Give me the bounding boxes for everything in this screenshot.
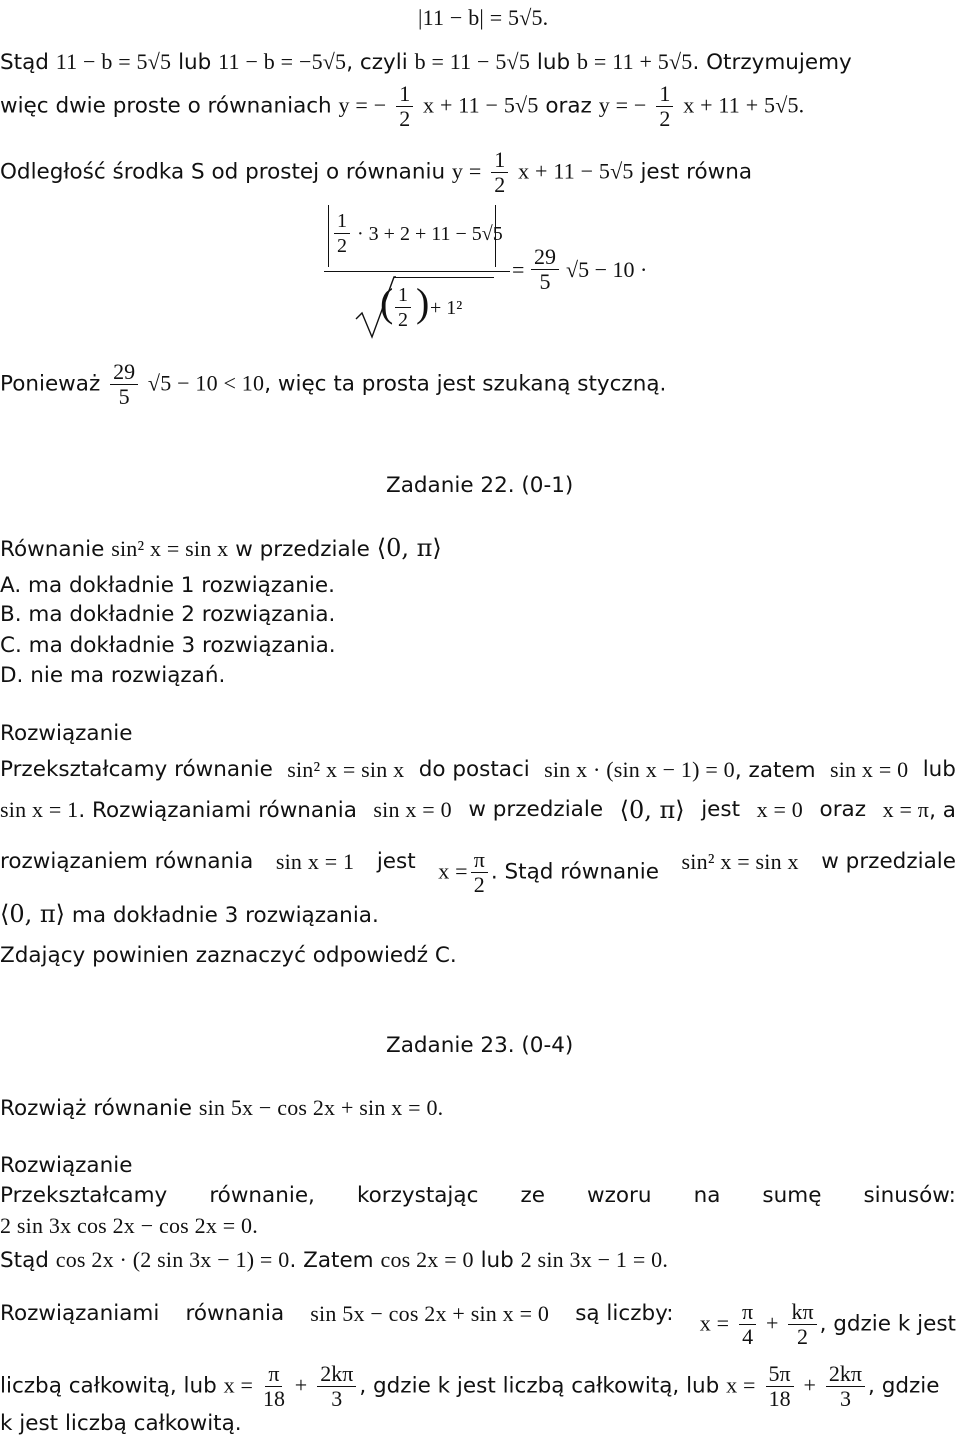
task-23-heading: Zadanie 23. (0-4) <box>386 1033 574 1058</box>
fraction-half: $\frac{1}{2}$ <box>334 209 350 258</box>
task-23-solution-line-1: Przekształcamy równanie, korzystając ze wzoru na sumę sinusów: <box>0 1183 956 1208</box>
interval: ⟨0, π⟩ <box>619 796 685 824</box>
paren-open: ( <box>380 280 394 325</box>
task-22-solution-heading: Rozwiązanie <box>0 721 133 746</box>
fraction-2kpi-3: $\frac{2k\pi}{3}$ <box>826 1362 865 1411</box>
line-distance: Odległość środka S od prostej o równaniu y = $\frac{1}{2}$ x + 11 − 5√5 jest równa <box>0 147 753 197</box>
fraction-2kpi-3: $\frac{2k\pi}{3}$ <box>317 1362 356 1411</box>
formula-denominator: ( $\frac{1}{2}$ ) + 1² <box>354 275 494 341</box>
distance-formula: $\frac{1}{2}$ · 3 + 2 + 11 − 5√5 ( $\frac{1}{2}$ ) + 1² = $\frac{29}{5}$ √5 − 10 · <box>320 205 640 345</box>
line-poniewaz: Ponieważ $\frac{29}{5}$ √5 − 10 < 10, więc ta prosta jest szukaną styczną. <box>0 359 667 409</box>
task-23-solution-line-1b: 2 sin 3x cos 2x − cos 2x = 0. <box>0 1213 258 1238</box>
task-22-solution-line-4: ⟨0, π⟩ ma dokładnie 3 rozwiązania. <box>0 900 379 928</box>
fraction-kpi-2: $\frac{k\pi}{2}$ <box>788 1300 816 1349</box>
formula-numerator: $\frac{1}{2}$ · 3 + 2 + 11 − 5√5 <box>328 205 496 267</box>
task-23-solution-line-3: Rozwiązaniami równania sin 5x − cos 2x + sin x = 0 są liczby: x = $\frac{\pi}{4}$ + $\frac{k\pi}{2}$ , gdzie k jest <box>0 1299 956 1349</box>
paren-close: ) <box>416 280 430 325</box>
formula-main-bar <box>324 271 510 272</box>
abs-equation: |11 − b| = 5√5. <box>418 5 549 30</box>
fraction-half: $\frac{1}{2}$ <box>656 82 673 131</box>
line-stad: Stąd 11 − b = 5√5 lub 11 − b = −5√5, czyli b = 11 − 5√5 lub b = 11 + 5√5. Otrzymujemy <box>0 49 852 75</box>
fraction-29-5: $\frac{29}{5}$ <box>110 360 138 409</box>
task-22-heading: Zadanie 22. (0-1) <box>386 473 574 498</box>
task-22-solution-line-1: Przekształcamy równanie sin² x = sin x do postaci sin x · (sin x − 1) = 0, zatem sin x = 0 lub <box>0 757 956 783</box>
fraction-half: $\frac{1}{2}$ <box>395 283 411 332</box>
option-c: C. ma dokładnie 3 rozwiązania. <box>0 633 336 658</box>
interval: ⟨0, π⟩ <box>0 900 66 928</box>
fraction-29-5: $\frac{29}{5}$ <box>531 245 559 294</box>
fraction-5pi-18: $\frac{5\pi}{18}$ <box>766 1362 794 1411</box>
task-22-solution-line-3: rozwiązaniem równania sin x = 1 jest x = $\frac{\pi}{2}$ . Stąd równanie sin² x = sin x w przedziale <box>0 847 956 897</box>
option-a: A. ma dokładnie 1 rozwiązanie. <box>0 573 335 598</box>
task-23-solution-line-4: liczbą całkowitą, lub x = $\frac{\pi}{18}$ + $\frac{2k\pi}{3}$ , gdzie k jest liczbą całkowitą, lub x = $\frac{5\pi}{18}$ + $\frac{2k\pi}{3}$ , gdzie <box>0 1361 940 1411</box>
fraction-half: $\frac{1}{2}$ <box>491 148 508 197</box>
task-22-solution-line-2: sin x = 1. Rozwiązaniami równania sin x = 0 w przedziale ⟨0, π⟩ jest x = 0 oraz x = π, a <box>0 796 956 824</box>
fraction-pi-4: $\frac{\pi}{4}$ <box>739 1300 756 1349</box>
option-b: B. ma dokładnie 2 rozwiązania. <box>0 602 336 627</box>
fraction-pi-18: $\frac{\pi}{18}$ <box>262 1361 285 1411</box>
interval: ⟨0, π⟩ <box>376 534 442 562</box>
task-22-answer: Zdający powinien zaznaczyć odpowiedź C. <box>0 943 457 968</box>
task-23-solution-heading: Rozwiązanie <box>0 1153 133 1178</box>
line-two-lines: więc dwie proste o równaniach y = − $\frac{1}{2}$ x + 11 − 5√5 oraz y = − $\frac{1}{2}$ x + 11 + 5√5. <box>0 81 805 131</box>
task-23-solution-line-2: Stąd cos 2x · (2 sin 3x − 1) = 0. Zatem cos 2x = 0 lub 2 sin 3x − 1 = 0. <box>0 1247 669 1273</box>
option-d: D. nie ma rozwiązań. <box>0 663 226 688</box>
task-23-solution-line-5: k jest liczbą całkowitą. <box>0 1411 242 1436</box>
task-23-question: Rozwiąż równanie sin 5x − cos 2x + sin x = 0. <box>0 1095 444 1121</box>
task-22-question: Równanie sin² x = sin x w przedziale ⟨0, π⟩ <box>0 534 442 562</box>
fraction-pi-2: $\frac{\pi}{2}$ <box>471 848 488 897</box>
fraction-half: $\frac{1}{2}$ <box>396 82 413 131</box>
